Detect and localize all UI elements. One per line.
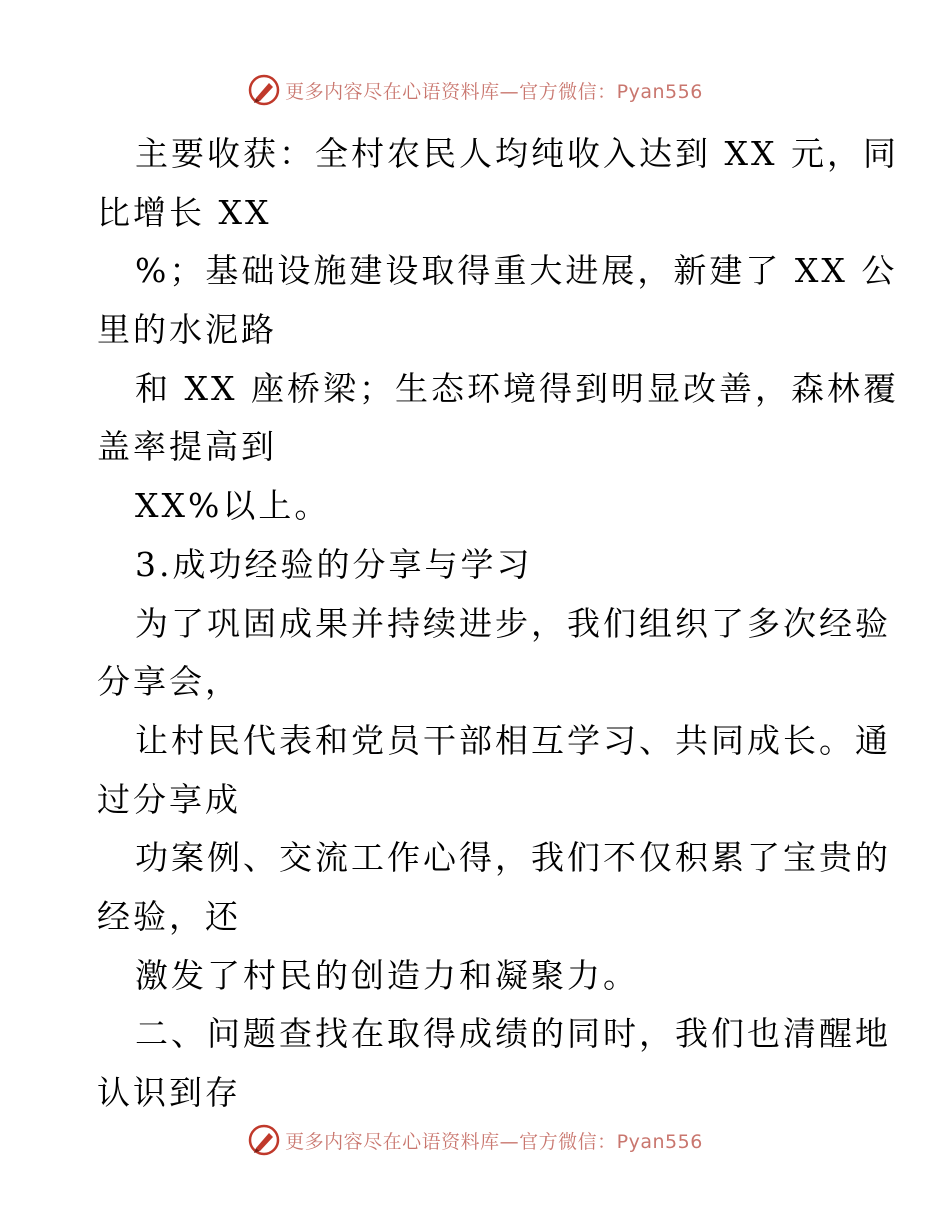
- text-line: 经验，还: [97, 896, 241, 936]
- section-heading: 3.成功经验的分享与学习: [135, 544, 533, 584]
- pen-logo-icon: [247, 1123, 281, 1157]
- text-line: 分享会，: [97, 662, 241, 702]
- pen-logo-icon: [247, 73, 281, 107]
- header-banner-text: 更多内容尽在心语资料库—官方微信：Pyan556: [285, 80, 703, 103]
- document-body: [97, 125, 899, 1123]
- text-line: XX%以上。: [135, 486, 331, 526]
- text-line: 盖率提高到: [97, 427, 277, 467]
- text-line: 为了巩固成果并持续进步，我们组织了多次经验: [135, 603, 891, 643]
- text-line: 二、问题查找在取得成绩的同时，我们也清醒地: [135, 1014, 891, 1054]
- text-line: 功案例、交流工作心得，我们不仅积累了宝贵的: [135, 838, 891, 878]
- text-line: 比增长 XX: [97, 192, 272, 232]
- text-line: 里的水泥路: [97, 310, 277, 350]
- text-line: %；基础设施建设取得重大进展，新建了 XX 公: [135, 251, 898, 291]
- text-line: 过分享成: [97, 779, 241, 819]
- text-line: 和 XX 座桥梁；生态环境得到明显改善，森林覆: [135, 368, 899, 408]
- text-line: 主要收获：全村农民人均纯收入达到 XX 元，同: [135, 134, 899, 173]
- text-line: 激发了村民的创造力和凝聚力。: [135, 955, 639, 995]
- text-line: 认识到存: [97, 1073, 241, 1112]
- header-watermark: [0, 70, 950, 110]
- footer-watermark: [0, 1120, 950, 1160]
- text-line: 让村民代表和党员干部相互学习、共同成长。通: [135, 720, 891, 760]
- footer-banner-text: 更多内容尽在心语资料库—官方微信：Pyan556: [285, 1130, 703, 1153]
